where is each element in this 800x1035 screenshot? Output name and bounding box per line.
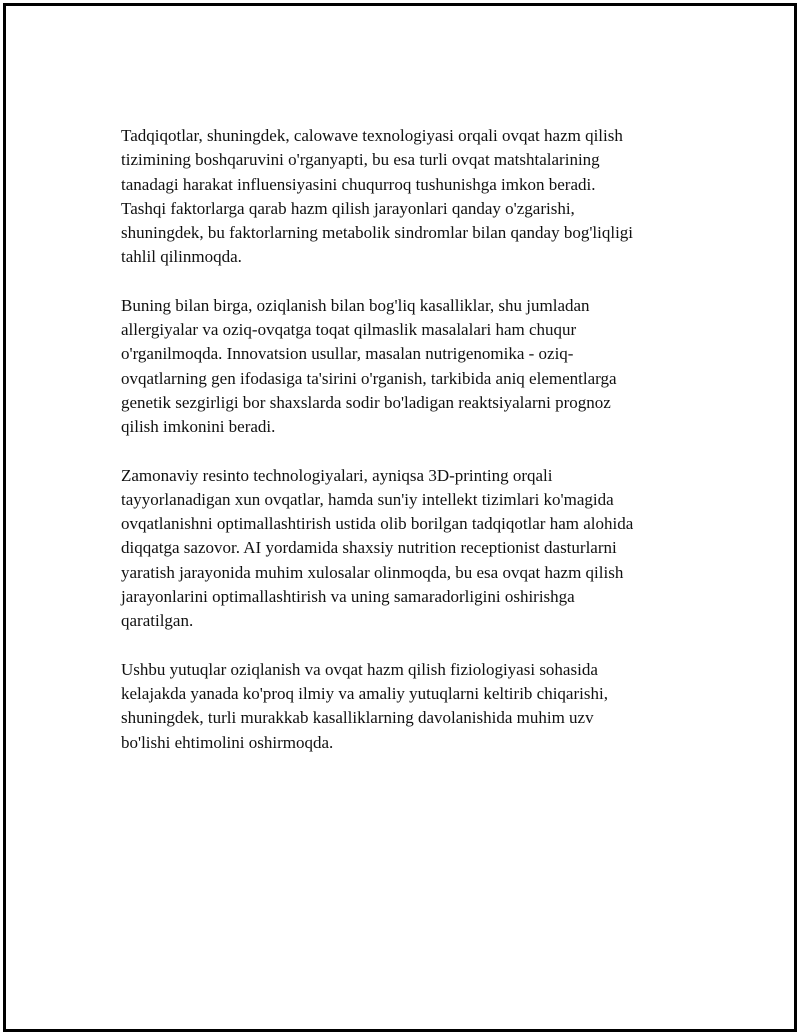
text-line: tayyorlanadigan xun ovqatlar, hamda sun'iy intellekt tizimlari ko'magida — [121, 489, 614, 509]
paragraph-1 — [121, 124, 681, 270]
text-line: tahlil qilinmoqda. — [121, 247, 242, 267]
text-line: qilish imkonini beradi. — [121, 417, 276, 437]
text-line: ovqatlarning gen ifodasiga ta'sirini o'rganish, tarkibida aniq elementlarga — [121, 368, 617, 388]
text-line: yaratish jarayonida muhim xulosalar olinmoqda, bu esa ovqat hazm qilish — [121, 562, 624, 582]
text-line: jarayonlarini optimallashtirish va uning samaradorligini oshirishga — [121, 587, 575, 607]
text-line: kelajakda yanada ko'proq ilmiy va amaliy yutuqlarni keltirib chiqarishi, — [121, 683, 608, 703]
text-line: diqqatga sazovor. AI yordamida shaxsiy nutrition receptionist dasturlarni — [121, 538, 617, 558]
text-line: shuningdek, turli murakkab kasalliklarning davolanishida muhim uzv — [121, 708, 594, 728]
paragraph-4 — [121, 658, 681, 755]
text-line: qaratilgan. — [121, 611, 194, 631]
text-line: allergiyalar va oziq-ovqatga toqat qilmaslik masalalari ham chuqur — [121, 320, 577, 340]
text-line: tanadagi harakat influensiyasini chuqurroq tushunishga imkon beradi. — [121, 174, 596, 194]
text-line: o'rganilmoqda. Innovatsion usullar, masalan nutrigenomika - oziq- — [121, 344, 574, 364]
text-line: tizimining boshqaruvini o'rganyapti, bu esa turli ovqat matshtalarining — [121, 150, 600, 170]
text-line: ovqatlanishni optimallashtirish ustida olib borilgan tadqiqotlar ham alohida — [121, 514, 634, 534]
text-line: Ushbu yutuqlar oziqlanish va ovqat hazm qilish fiziologiyasi sohasida — [121, 659, 598, 679]
text-line: Tashqi faktorlarga qarab hazm qilish jarayonlari qanday o'zgarishi, — [121, 198, 575, 218]
paragraph-2 — [121, 294, 681, 440]
document-body — [121, 124, 681, 779]
text-line: Tadqiqotlar, shuningdek, calowave texnologiyasi orqali ovqat hazm qilish — [121, 126, 623, 145]
paragraph-3 — [121, 464, 681, 634]
text-line: shuningdek, bu faktorlarning metabolik sindromlar bilan qanday bog'liqligi — [121, 223, 634, 243]
text-line: Zamonaviy resinto technologiyalari, ayniqsa 3D-printing orqali — [121, 465, 553, 485]
document-page — [3, 3, 797, 1032]
text-line: Buning bilan birga, oziqlanish bilan bog'liq kasalliklar, shu jumladan — [121, 295, 590, 315]
text-line: genetik sezgirligi bor shaxslarda sodir bo'ladigan reaktsiyalarni prognoz — [121, 392, 611, 412]
text-line: bo'lishi ehtimolini oshirmoqda. — [121, 732, 334, 752]
